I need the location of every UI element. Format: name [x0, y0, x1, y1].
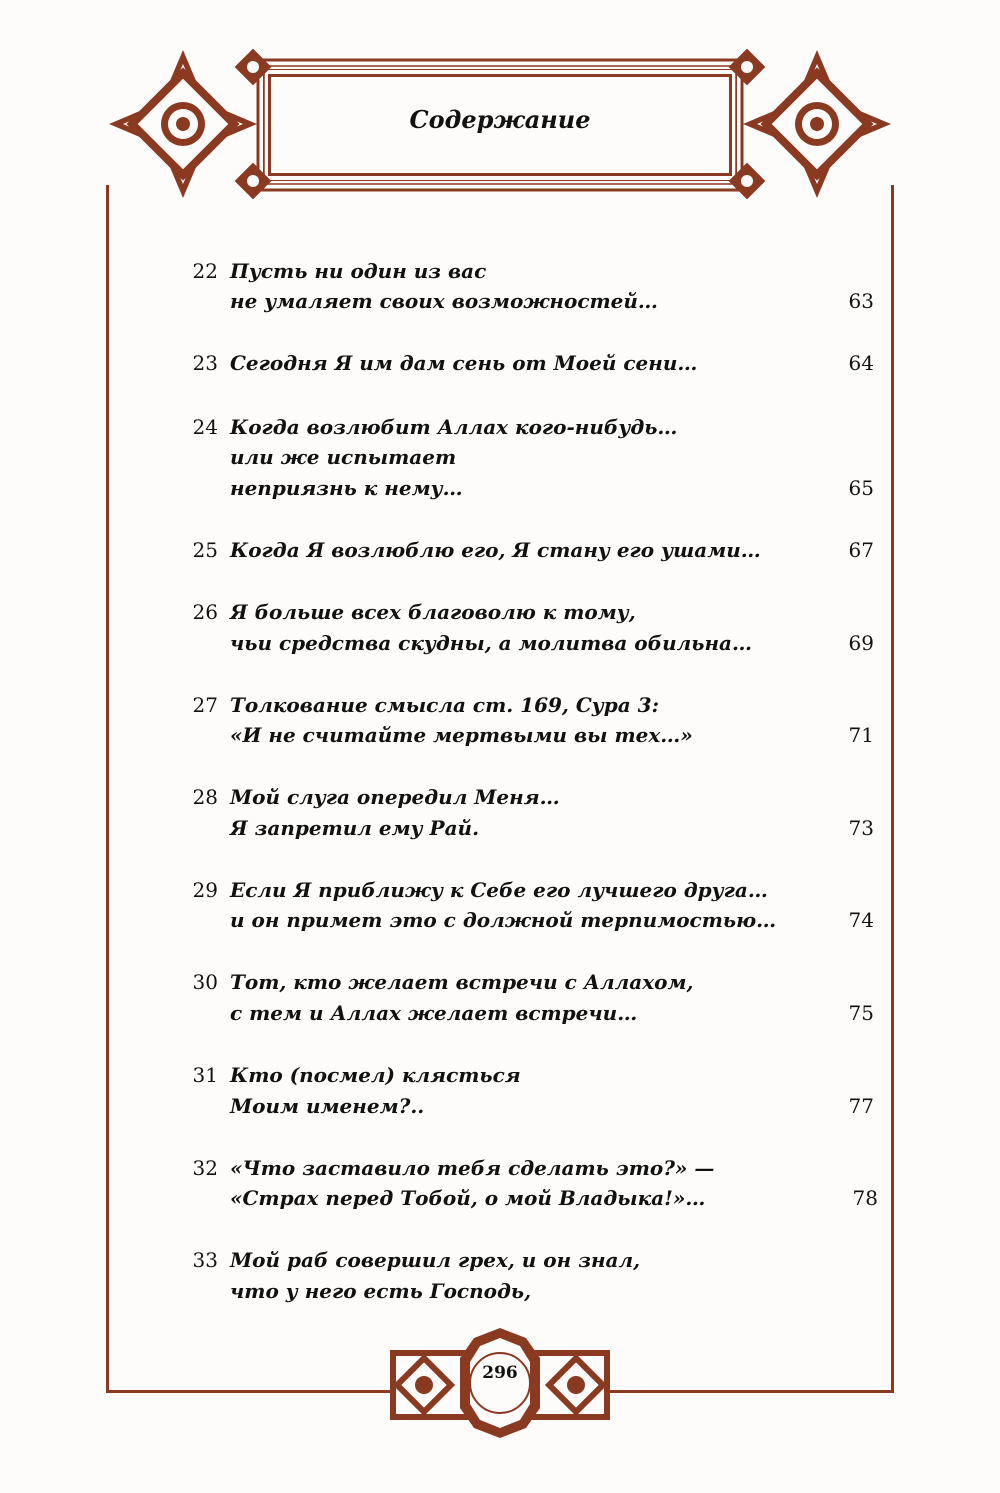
- entry-title-line: Кто (посмел) клясться: [230, 1063, 521, 1087]
- entry-number: 33: [192, 1248, 218, 1272]
- entry-page-number: 75: [848, 1001, 874, 1025]
- entry-title-line: Сегодня Я им дам сень от Моей сени…: [230, 351, 698, 375]
- entry-number: 24: [192, 415, 218, 439]
- entry-title-line: Тот, кто желает встречи с Аллахом,: [230, 970, 694, 994]
- entry-title-line: Когда возлюбит Аллах кого-нибудь…: [230, 415, 678, 439]
- entry-title-line: «И не считайте мертвыми вы тех…»: [230, 723, 693, 747]
- entry-title-line: Мой слуга опередил Меня…: [230, 785, 560, 809]
- entry-title-line: что у него есть Господь,: [230, 1279, 532, 1303]
- entry-page-number: 71: [848, 723, 874, 747]
- footer-ornament: [380, 1328, 620, 1438]
- entry-title-line: Толкование смысла ст. 169, Сура 3:: [230, 693, 659, 717]
- frame-bottom-left-line: [106, 1390, 396, 1393]
- entry-title-line: неприязнь к нему…: [230, 476, 463, 500]
- entry-title-line: «Что заставило тебя сделать это?» —: [230, 1156, 715, 1180]
- entry-number: 23: [192, 351, 218, 375]
- entry-title-line: с тем и Аллах желает встречи…: [230, 1001, 638, 1025]
- entry-title-line: Если Я приближу к Себе его лучшего друга…: [230, 878, 768, 902]
- entry-page-number: 65: [848, 476, 874, 500]
- entry-title-line: Когда Я возлюблю его, Я стану его ушами…: [230, 538, 761, 562]
- entry-page-number: 63: [848, 289, 874, 313]
- entry-title-line: и он примет это с должной терпимостью…: [230, 908, 777, 932]
- entry-number: 30: [192, 970, 218, 994]
- entry-number: 27: [192, 693, 218, 717]
- entry-number: 22: [192, 259, 218, 283]
- entry-number: 28: [192, 785, 218, 809]
- entry-page-number: 73: [848, 816, 874, 840]
- entry-title-line: «Страх перед Тобой, о мой Владыка!»…: [230, 1186, 706, 1210]
- entry-page-number: 77: [848, 1094, 874, 1118]
- entry-number: 29: [192, 878, 218, 902]
- entry-number: 32: [192, 1156, 218, 1180]
- entry-number: 26: [192, 600, 218, 624]
- entry-page-number: 69: [848, 631, 874, 655]
- page-title: Содержание: [409, 105, 591, 134]
- frame-right-border: [891, 185, 894, 1393]
- entry-title-line: Я запретил ему Рай.: [230, 816, 480, 840]
- entry-page-number: 67: [848, 538, 874, 562]
- entry-number: 25: [192, 538, 218, 562]
- entry-title-line: Моим именем?..: [230, 1094, 425, 1118]
- entry-title-line: чьи средства скудны, а молитва обильна…: [230, 631, 752, 655]
- entry-number: 31: [192, 1063, 218, 1087]
- page-number: 296: [482, 1363, 518, 1383]
- entry-page-number: 74: [848, 908, 874, 932]
- entry-title-line: Мой раб совершил грех, и он знал,: [230, 1248, 641, 1272]
- entry-title-line: Я больше всех благоволю к тому,: [230, 600, 636, 624]
- entry-page-number: 64: [848, 351, 874, 375]
- entry-page-number: 78: [852, 1186, 878, 1210]
- title-box: [268, 74, 732, 176]
- frame-bottom-right-line: [604, 1390, 894, 1393]
- entry-title-line: не умаляет своих возможностей…: [230, 289, 658, 313]
- entry-title-line: или же испытает: [230, 445, 457, 469]
- frame-left-border: [106, 185, 109, 1393]
- entry-title-line: Пусть ни один из вас: [230, 259, 487, 283]
